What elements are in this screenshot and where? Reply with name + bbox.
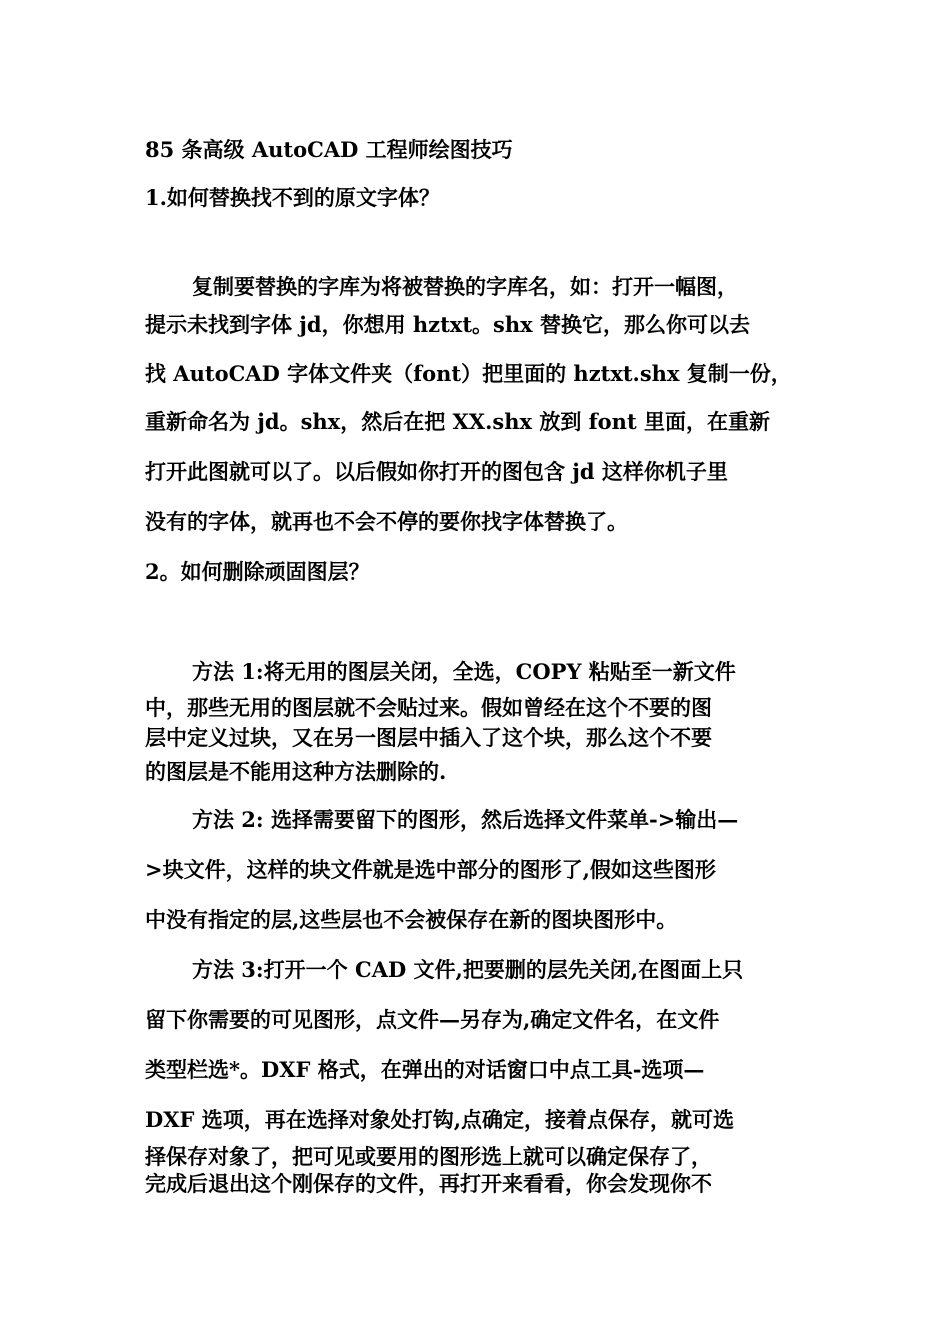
section-heading-2: 2。如何删除顽固图层？ (145, 559, 370, 584)
paragraph-line: 复制要替换的字库为将被替换的字库名，如：打开一幅图， (192, 274, 738, 299)
paragraph-line: 层中定义过块，又在另一图层中插入了这个块，那么这个不要 (145, 725, 712, 750)
paragraph-line: 重新命名为 jd。shx，然后在把 XX.shx 放到 font 里面，在重新 (145, 409, 770, 434)
paragraph-line: 找 AutoCAD 字体文件夹（font）把里面的 hztxt.shx 复制一份， (145, 361, 792, 386)
paragraph-line: 没有的字体，就再也不会不停的要你找字体替换了。 (145, 509, 628, 534)
paragraph-line: 完成后退出这个刚保存的文件，再打开来看看，你会发现你不 (145, 1171, 712, 1196)
section-heading-1: 1.如何替换找不到的原文字体？ (145, 185, 440, 210)
paragraph-line: 打开此图就可以了。以后假如你打开的图包含 jd 这样你机子里 (145, 459, 728, 484)
paragraph-line: DXF 选项，再在选择对象处打钩,点确定，接着点保存，就可选 (145, 1107, 735, 1132)
paragraph-line: >块文件，这样的块文件就是选中部分的图形了,假如这些图形 (145, 857, 716, 882)
paragraph-line: 留下你需要的可见图形，点文件—另存为,确定文件名，在文件 (145, 1007, 720, 1032)
paragraph-line: 类型栏选*。DXF 格式，在弹出的对话窗口中点工具-选项— (145, 1057, 705, 1082)
paragraph-line: 提示未找到字体 jd，你想用 hztxt。shx 替换它，那么你可以去 (145, 312, 750, 337)
paragraph-line: 方法 3:打开一个 CAD 文件,把要删的层先关闭,在图面上只 (192, 957, 744, 982)
paragraph-line: 中没有指定的层,这些层也不会被保存在新的图块图形中。 (145, 907, 678, 932)
paragraph-line: 择保存对象了，把可见或要用的图形选上就可以确定保存了， (145, 1144, 712, 1169)
document-title: 85 条高级 AutoCAD 工程师绘图技巧 (145, 137, 513, 162)
paragraph-line: 方法 1:将无用的图层关闭，全选，COPY 粘贴至一新文件 (192, 659, 736, 684)
paragraph-line: 中，那些无用的图层就不会贴过来。假如曾经在这个不要的图 (145, 695, 712, 720)
paragraph-line: 方法 2: 选择需要留下的图形，然后选择文件菜单->输出— (192, 807, 739, 832)
paragraph-line: 的图层是不能用这种方法删除的. (145, 759, 447, 784)
